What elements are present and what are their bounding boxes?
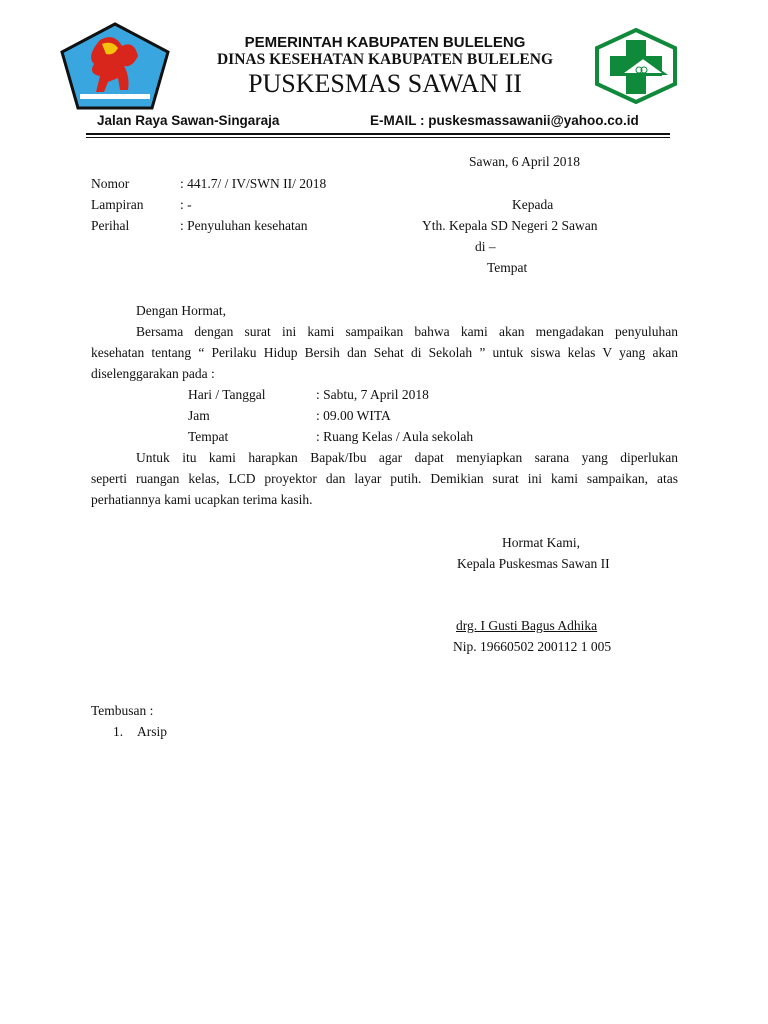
meta-value: : 441.7/ / IV/SWN II/ 2018	[180, 176, 327, 191]
letterhead-email: E-MAIL : puskesmassawanii@yahoo.co.id	[370, 113, 639, 128]
paragraph-line: seperti ruangan kelas, LCD proyektor dan layar putih. Demikian surat ini kami sampaikan, atas	[91, 471, 678, 486]
paragraph-line: diselenggarakan pada :	[91, 366, 215, 381]
paragraph-line: kesehatan tentang “ Perilaku Hidup Bersih dan Sehat di Sekolah ” untuk siswa kelas V yang akan	[91, 345, 678, 360]
recipient-place: Tempat	[487, 260, 528, 275]
greeting: Dengan Hormat,	[136, 303, 226, 318]
meta-label: Lampiran	[91, 197, 144, 212]
schedule-label: Hari / Tanggal	[188, 387, 266, 402]
meta-label: Nomor	[91, 176, 130, 191]
cc-title: Tembusan :	[91, 703, 154, 718]
schedule-value: : Sabtu, 7 April 2018	[316, 387, 429, 402]
letter-date: Sawan, 6 April 2018	[469, 154, 580, 169]
recipient-name: Yth. Kepala SD Negeri 2 Sawan	[422, 218, 598, 233]
schedule-value: : Ruang Kelas / Aula sekolah	[316, 429, 474, 444]
meta-value: : Penyuluhan kesehatan	[180, 218, 308, 233]
letterhead-department: DINAS KESEHATAN KABUPATEN BULELENG	[216, 51, 554, 68]
schedule-label: Tempat	[188, 429, 229, 444]
paragraph-line: Untuk itu kami harapkan Bapak/Ibu agar dapat menyiapkan sarana yang diperlukan	[136, 450, 678, 465]
signature-closing: Hormat Kami,	[502, 535, 580, 550]
schedule-value: : 09.00 WITA	[316, 408, 391, 423]
letterhead-government: PEMERINTAH KABUPATEN BULELENG	[244, 34, 526, 51]
signature-name: drg. I Gusti Bagus Adhika	[456, 618, 598, 633]
signature-nip: Nip. 19660502 200112 1 005	[453, 639, 612, 654]
meta-label: Perihal	[91, 218, 130, 233]
signature-position: Kepala Puskesmas Sawan II	[457, 556, 610, 571]
recipient-kepada: Kepada	[512, 197, 554, 212]
schedule-label: Jam	[188, 408, 210, 423]
paragraph-line: Bersama dengan surat ini kami sampaikan bahwa kami akan mengadakan penyuluhan	[136, 324, 678, 339]
header-divider-thin	[86, 137, 670, 138]
header-divider	[86, 133, 670, 135]
letterhead-address: Jalan Raya Sawan-Singaraja	[97, 113, 280, 128]
cc-item-number: 1.	[113, 724, 124, 739]
meta-value: : -	[180, 197, 192, 212]
paragraph-line: perhatiannya kami ucapkan terima kasih.	[91, 492, 313, 507]
cc-item: Arsip	[137, 724, 167, 739]
recipient-di: di –	[475, 239, 496, 254]
letterhead-institution: PUSKESMAS SAWAN II	[248, 69, 522, 98]
